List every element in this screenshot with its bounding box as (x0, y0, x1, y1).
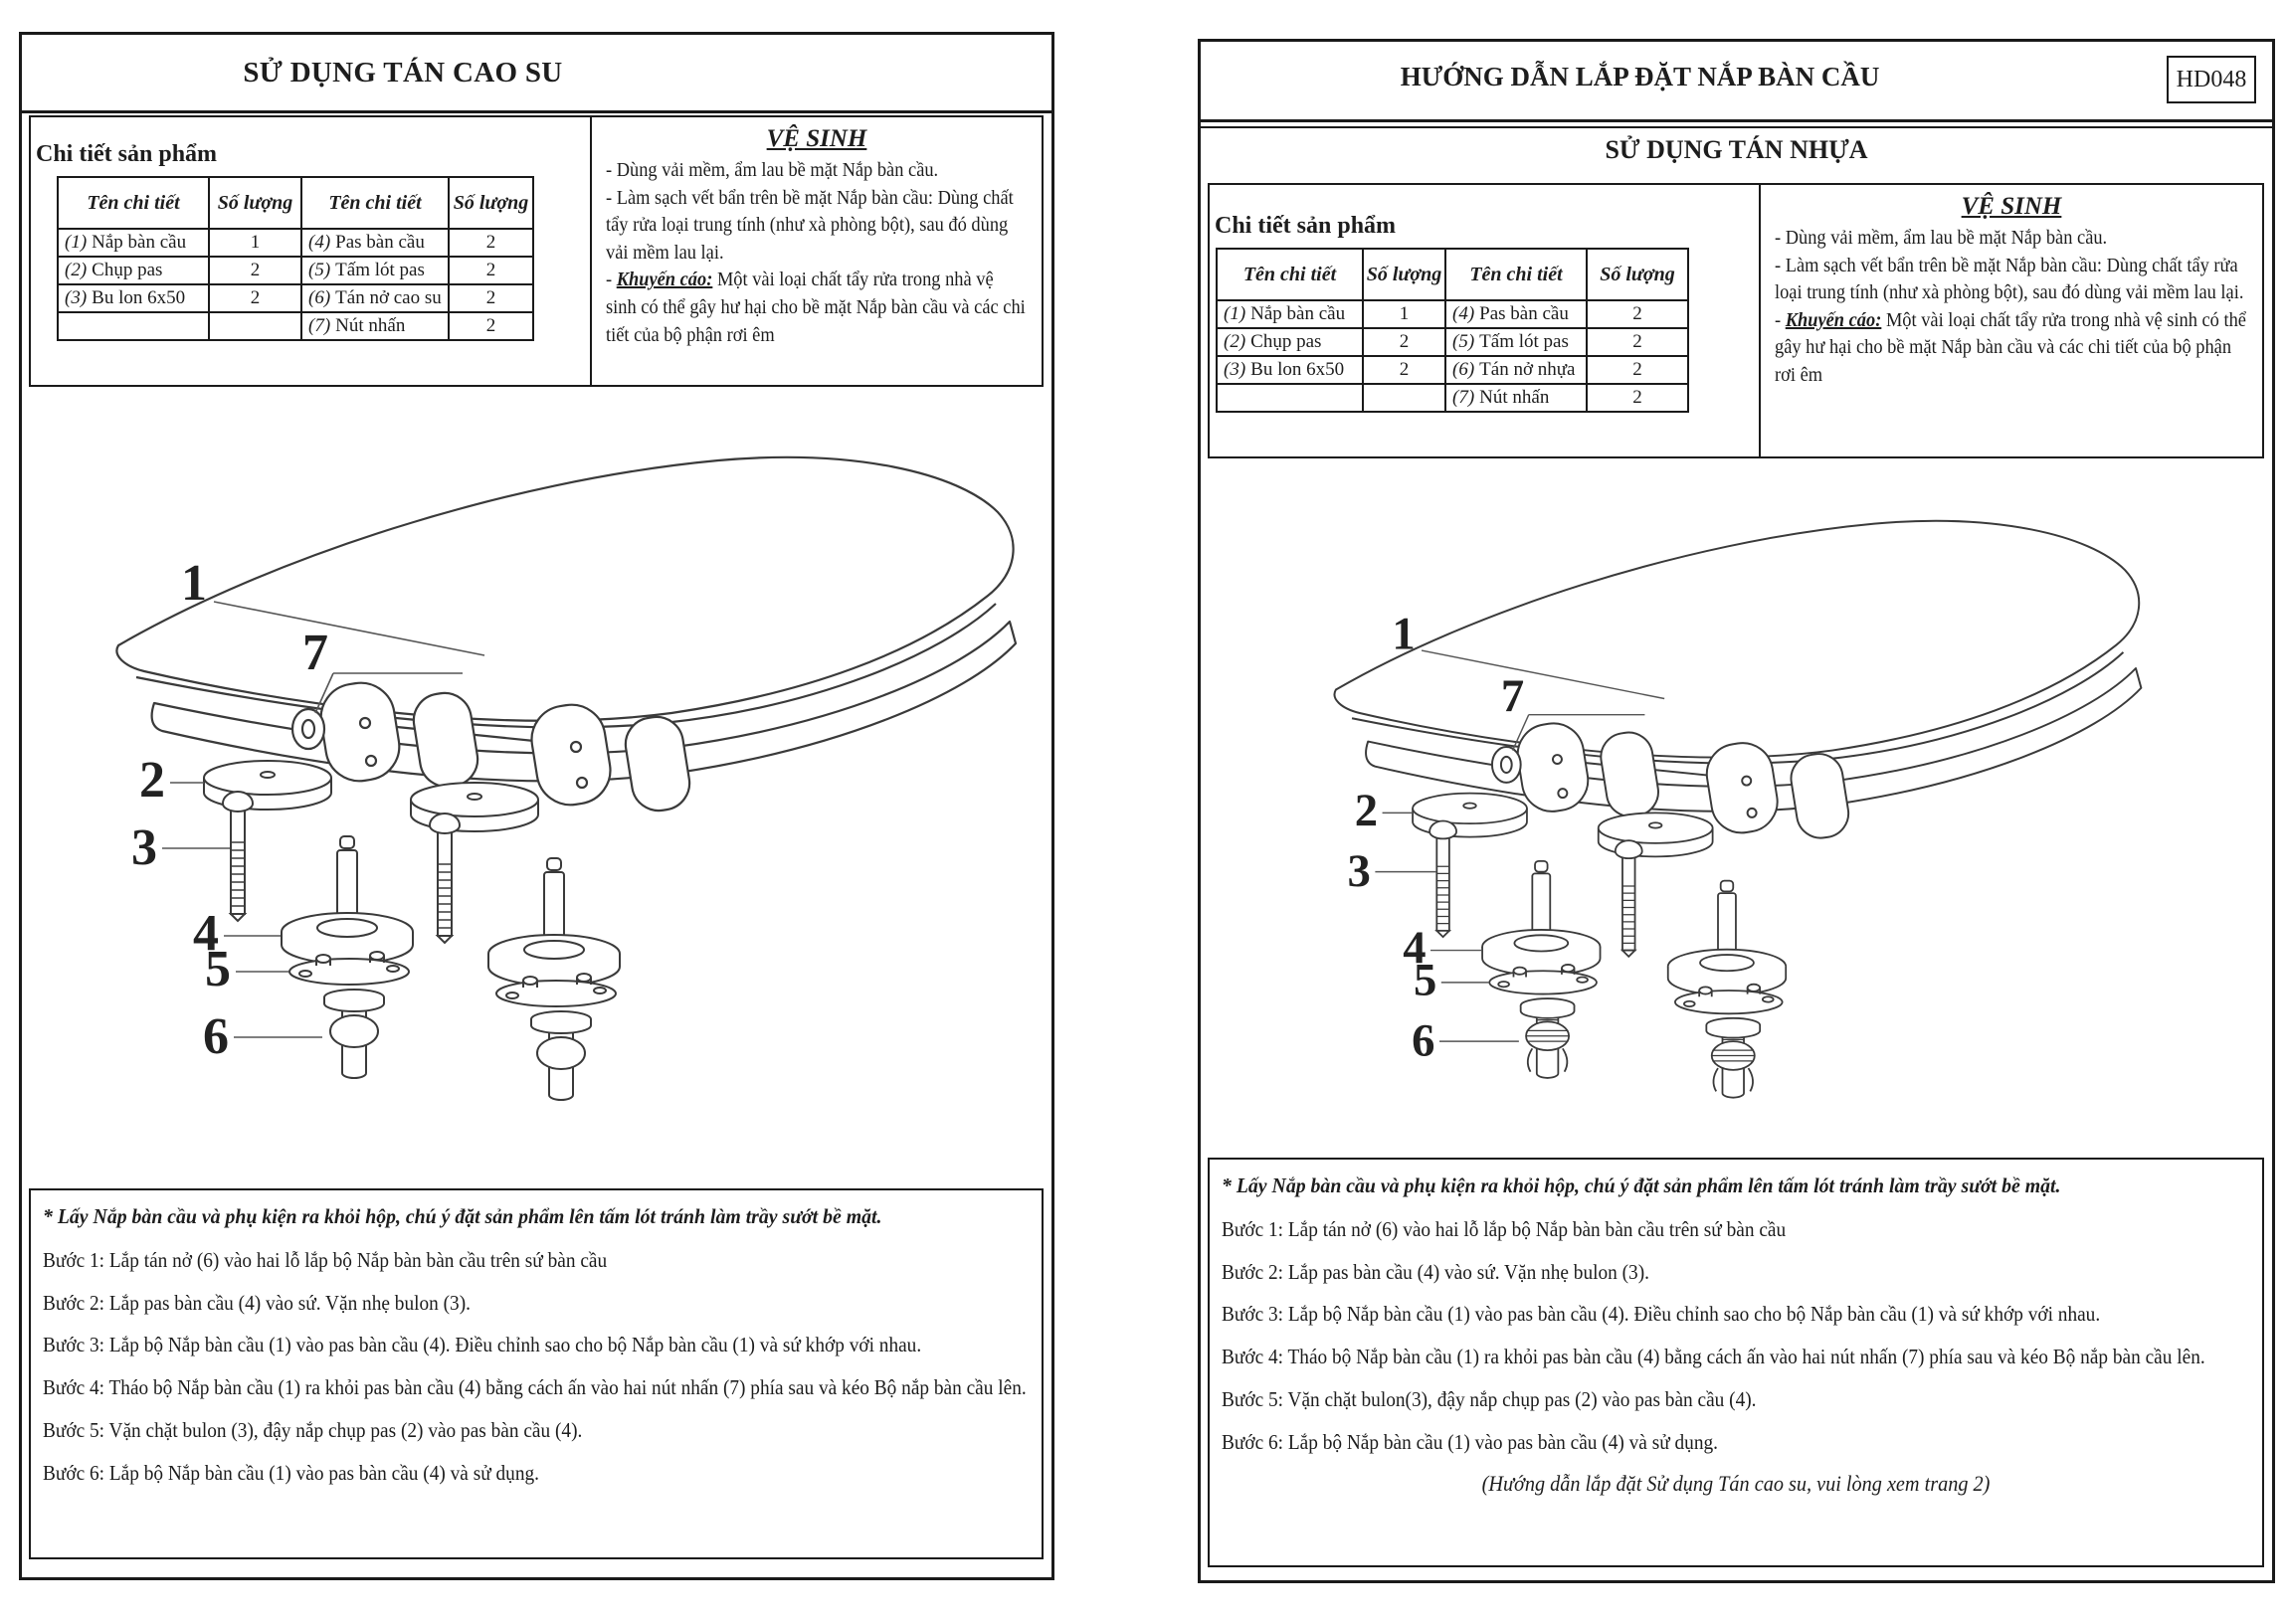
table-row: (2) Chụp pas 2 (5) Tấm lót pas 2 (58, 257, 533, 284)
step-6: Bước 6: Lắp bộ Nắp bàn cầu (1) vào pas bàn cầu (4) và sử dụng. (43, 1460, 539, 1485)
cleaning-advisory: - Khuyến cáo: Một vài loại chất tẩy rửa trong nhà vệ sinh có thể gây hư hại cho bề mặt Nắp bàn cầu và các chi tiết của bộ phận rơi êm (1775, 308, 2246, 386)
cleaning-section (1759, 185, 2262, 456)
unpack-note: * Lấy Nắp bàn cầu và phụ kiện ra khỏi hộp, chú ý đặt sản phẩm lên tấm lót tránh làm trầy sướt bề mặt. (43, 1204, 882, 1228)
col-quantity: Số lượng (1363, 249, 1445, 300)
hinge (527, 700, 616, 810)
section-title: SỬ DỤNG TÁN CAO SU (243, 57, 563, 89)
exploded-diagram-rubber-nut (67, 389, 1022, 1165)
assembly-steps-box (1208, 1158, 2264, 1567)
unpack-note: * Lấy Nắp bàn cầu và phụ kiện ra khỏi hộp, chú ý đặt sản phẩm lên tấm lót tránh làm trầy sướt bề mặt. (1222, 1173, 2061, 1197)
callout-button: 7 (1500, 670, 1525, 723)
cleaning-line: - Làm sạch vết bẩn trên bề mặt Nắp bàn cầu: Dùng chất tẩy rửa loại trung tính (như xà phòng bột), sau đó dùng vải mềm lau lại. (1775, 254, 2244, 304)
table-header-row (58, 177, 533, 229)
cleaning-line: - Dùng vải mềm, ẩm lau bề mặt Nắp bàn cầu. (606, 159, 939, 181)
fastener-stack (1413, 794, 1600, 1078)
step-3: Bước 3: Lắp bộ Nắp bàn cầu (1) vào pas bàn cầu (4). Điều chỉnh sao cho bộ Nắp bàn cầu (1) và sứ khớp với nhau. (1222, 1302, 2101, 1327)
callout-gasket: 5 (205, 941, 231, 997)
table-header-row (1217, 249, 1688, 300)
table-row: (7) Nút nhấn 2 (1217, 384, 1688, 412)
table-row: (3) Bu lon 6x50 2 (6) Tán nở cao su 2 (58, 284, 533, 312)
step-1: Bước 1: Lắp tán nở (6) vào hai lỗ lắp bộ Nắp bàn bàn cầu trên sứ bàn cầu (43, 1248, 608, 1272)
divider (22, 110, 1051, 113)
step-6: Bước 6: Lắp bộ Nắp bàn cầu (1) vào pas bàn cầu (4) và sử dụng. (1222, 1429, 1718, 1454)
callout-gasket: 5 (1413, 954, 1437, 1006)
parts-section (31, 117, 590, 385)
page-right (1198, 39, 2275, 1583)
table-row: (7) Nút nhấn 2 (58, 312, 533, 340)
hinge (1513, 719, 1592, 815)
push-button (1492, 747, 1521, 783)
fastener-stack (1599, 812, 1786, 1097)
divider (1201, 126, 2272, 128)
page-left (19, 32, 1054, 1580)
col-quantity: Số lượng (209, 177, 301, 229)
cleaning-section (590, 117, 1042, 385)
cleaning-title: VỆ SINH (766, 125, 867, 152)
step-5: Bước 5: Vặn chặt bulon (3), đậy nắp chụp pas (2) vào pas bàn cầu (4). (43, 1417, 583, 1442)
callout-bolt: 3 (1347, 844, 1371, 897)
callout-pas: 4 (193, 905, 219, 962)
col-part-name: Tên chi tiết (58, 177, 209, 229)
document-title: HƯỚNG DẪN LẮP ĐẶT NẮP BÀN CẦU (1400, 62, 1880, 91)
table-row: (1) Nắp bàn cầu 1 (4) Pas bàn cầu 2 (1217, 300, 1688, 328)
col-quantity: Số lượng (1587, 249, 1688, 300)
step-4: Bước 4: Tháo bộ Nắp bàn cầu (1) ra khỏi pas bàn cầu (4) bằng cách ấn vào hai nút nhấn (7) phía sau và kéo Bộ nắp bàn cầu lên. (43, 1375, 1027, 1400)
exploded-diagram-plastic-nut (1240, 459, 2195, 1156)
step-3: Bước 3: Lắp bộ Nắp bàn cầu (1) vào pas bàn cầu (4). Điều chỉnh sao cho bộ Nắp bàn cầu (1) và sứ khớp với nhau. (43, 1333, 922, 1357)
parts-table (1216, 248, 1689, 413)
callout-button: 7 (302, 625, 328, 681)
callout-pas: 4 (1403, 922, 1427, 975)
callout-bolt: 3 (131, 819, 157, 876)
cleaning-advisory: - Khuyến cáo: Một vài loại chất tẩy rửa trong nhà vệ sinh có thể gây hư hại cho bề mặt Nắp bàn cầu và các chi tiết của bộ phận rơi êm (606, 269, 1026, 346)
push-button (292, 709, 324, 749)
parts-and-cleaning-box (29, 115, 1044, 387)
hinge (1702, 739, 1782, 837)
callout-lid: 1 (1392, 608, 1416, 660)
col-quantity: Số lượng (449, 177, 533, 229)
table-row: (2) Chụp pas 2 (5) Tấm lót pas 2 (1217, 328, 1688, 356)
callout-anchor: 6 (203, 1008, 229, 1065)
cleaning-line: - Dùng vải mềm, ẩm lau bề mặt Nắp bàn cầu. (1775, 227, 2108, 249)
cleaning-title: VỆ SINH (1961, 193, 2062, 220)
callout-lid: 1 (181, 555, 207, 612)
callout-cap: 2 (139, 752, 165, 809)
col-part-name: Tên chi tiết (301, 177, 449, 229)
cleaning-body (606, 157, 1028, 349)
step-4: Bước 4: Tháo bộ Nắp bàn cầu (1) ra khỏi pas bàn cầu (4) bằng cách ấn vào hai nút nhấn (7) phía sau và kéo Bộ nắp bàn cầu lên. (1222, 1345, 2205, 1369)
cleaning-body (1775, 225, 2248, 390)
table-row: (1) Nắp bàn cầu 1 (4) Pas bàn cầu 2 (58, 229, 533, 257)
col-part-name: Tên chi tiết (1445, 249, 1587, 300)
parts-section (1210, 185, 1759, 456)
table-row: (3) Bu lon 6x50 2 (6) Tán nở nhựa 2 (1217, 356, 1688, 384)
cleaning-line: - Làm sạch vết bẩn trên bề mặt Nắp bàn cầu: Dùng chất tẩy rửa loại trung tính (như xà phòng bột), sau đó dùng vải mềm lau lại. (606, 186, 1014, 264)
col-part-name: Tên chi tiết (1217, 249, 1363, 300)
callout-anchor: 6 (1412, 1014, 1435, 1067)
step-2: Bước 2: Lắp pas bàn cầu (4) vào sứ. Vặn nhẹ bulon (3). (1222, 1259, 1649, 1284)
hinge (316, 678, 404, 786)
parts-table (57, 176, 534, 341)
parts-and-cleaning-box (1208, 183, 2264, 458)
assembly-steps-box (29, 1188, 1044, 1559)
step-5: Bước 5: Vặn chặt bulon(3), đậy nắp chụp pas (2) vào pas bàn cầu (4). (1222, 1386, 1757, 1411)
callout-cap: 2 (1354, 784, 1379, 836)
section-title: SỬ DỤNG TÁN NHỰA (1605, 135, 1868, 164)
parts-heading: Chi tiết sản phẩm (36, 141, 218, 167)
step-2: Bước 2: Lắp pas bàn cầu (4) vào sứ. Vặn nhẹ bulon (3). (43, 1290, 471, 1315)
step-1: Bước 1: Lắp tán nở (6) vào hai lỗ lắp bộ Nắp bàn bàn cầu trên sứ bàn cầu (1222, 1217, 1787, 1241)
fastener-stack (411, 783, 620, 1100)
fastener-stack (204, 761, 413, 1078)
see-also-note: (Hướng dẫn lắp đặt Sử dụng Tán cao su, vui lòng xem trang 2) (1481, 1471, 1991, 1497)
parts-heading: Chi tiết sản phẩm (1215, 213, 1397, 239)
divider (1201, 119, 2272, 122)
doc-code-badge: HD048 (2167, 56, 2256, 103)
